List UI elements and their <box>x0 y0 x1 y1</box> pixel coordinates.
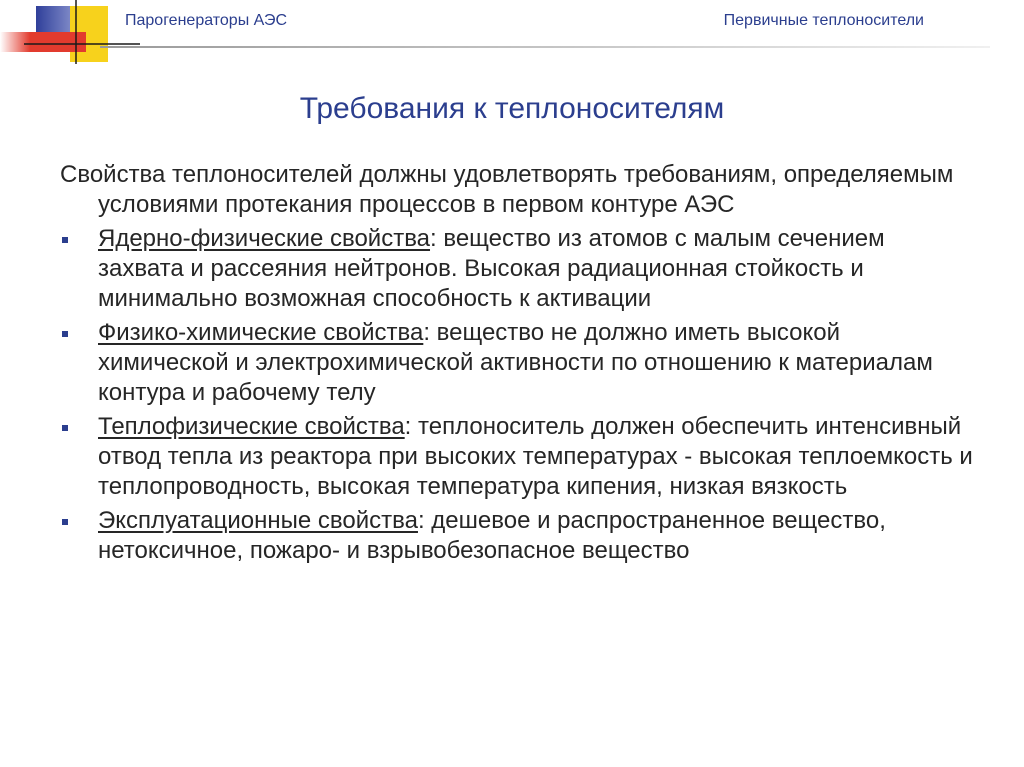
square-bullet-icon <box>62 331 68 337</box>
list-item-nuclear-physical <box>60 224 975 314</box>
header-divider <box>100 46 990 48</box>
slide-title: Требования к теплоносителям <box>299 92 725 125</box>
bullet-term: Физико-химические свойства <box>98 319 424 346</box>
bullet-term: Ядерно-физические свойства <box>98 225 431 252</box>
bullet-text: : вещество из атомов с малым сечением захвата и рассеяния нейтронов. Высокая радиационная стойкость и минимально возможная способность к активации <box>98 225 885 312</box>
list-item-thermophysical <box>60 412 975 502</box>
header-course-title: Парогенераторы АЭС <box>125 12 288 29</box>
slide-body <box>60 160 975 570</box>
square-bullet-icon <box>62 519 68 525</box>
list-item-operational <box>60 506 975 566</box>
logo-red-bar <box>0 32 86 52</box>
bullet-term: Теплофизические свойства <box>98 413 405 440</box>
header-section-title: Первичные теплоносители <box>723 12 924 29</box>
bullet-text: : теплоноситель должен обеспечить интенсивный отвод тепла из реактора при высоких температурах - высокая теплоемкость и теплопроводность, высокая температура кипения, низкая вязкость <box>98 413 973 500</box>
list-item-physical-chemical <box>60 318 975 408</box>
bullet-text: : вещество не должно иметь высокой химической и электрохимической активности по отношению к материалам контура и рабочему телу <box>98 319 933 406</box>
square-bullet-icon <box>62 237 68 243</box>
bullet-term: Эксплуатационные свойства <box>98 507 418 534</box>
decorative-squares-logo <box>0 0 140 64</box>
requirements-list <box>60 224 975 566</box>
intro-paragraph: Свойства теплоносителей должны удовлетворять требованиям, определяемым условиями протекания процессов в первом контуре АЭС <box>60 161 954 218</box>
square-bullet-icon <box>62 425 68 431</box>
bullet-text: : дешевое и распространенное вещество, нетоксичное, пожаро- и взрывобезопасное вещество <box>98 507 886 564</box>
